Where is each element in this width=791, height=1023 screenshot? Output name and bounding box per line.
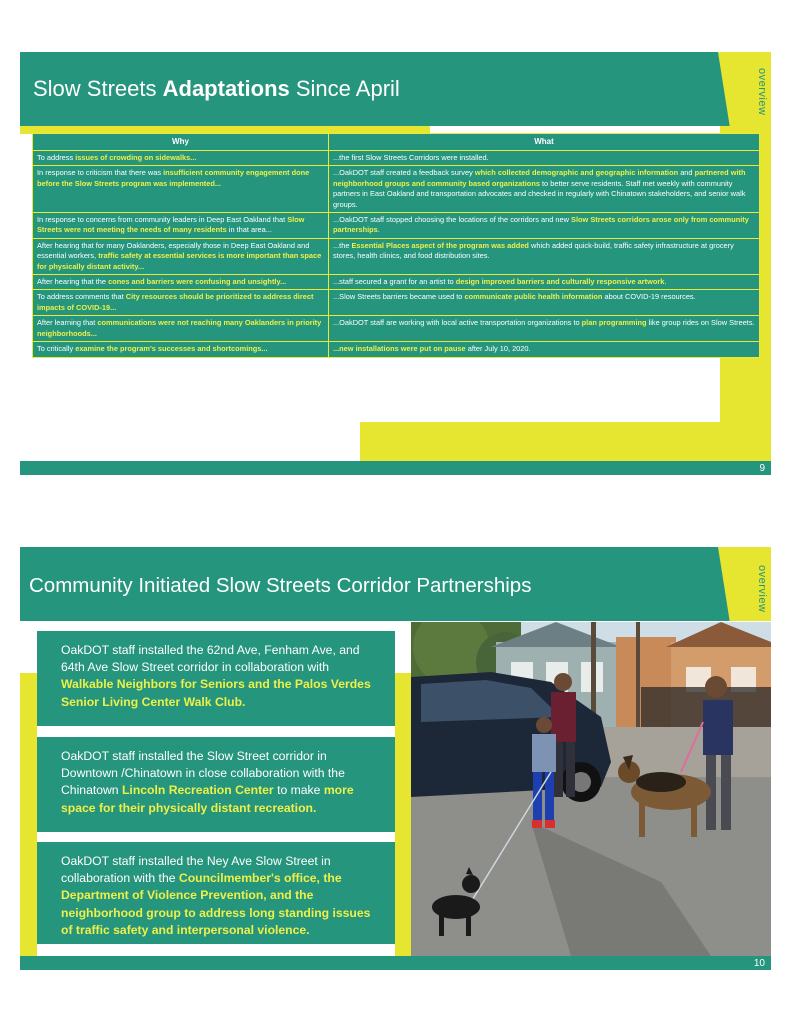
body-text: OakDOT staff installed the Slow Street corridor in Downtown /Chinatown in close collaboration with the Chinatown bbox=[61, 749, 345, 798]
table-cell-what bbox=[329, 166, 760, 213]
why-what-table bbox=[32, 133, 760, 358]
highlighted-text: traffic safety at essential services is more important than space for physically distant activity... bbox=[37, 251, 322, 271]
highlighted-text: Essential Places aspect of the program was added bbox=[351, 240, 529, 250]
highlighted-text: Lincoln Recreation Center bbox=[121, 783, 274, 798]
page-number: 9 bbox=[759, 463, 765, 474]
table-cell-what bbox=[329, 213, 760, 239]
table-cell-what bbox=[329, 316, 760, 342]
body-text: ...the first Slow Streets Corridors were installed. bbox=[333, 153, 489, 162]
highlighted-text: partnered with neighborhood groups and community based organizations bbox=[333, 168, 746, 188]
body-text: in that area... bbox=[226, 225, 272, 235]
slide-title bbox=[33, 76, 400, 102]
body-text: To critically bbox=[37, 344, 76, 354]
highlighted-text: Slow Streets were not meeting the needs of many residents bbox=[37, 215, 305, 235]
body-text: To address bbox=[37, 153, 76, 162]
body-text: after July 10, 2020. bbox=[465, 344, 531, 354]
table-cell-what bbox=[329, 290, 760, 316]
table-row bbox=[33, 275, 760, 290]
accent-band bbox=[395, 673, 411, 956]
highlighted-text: insufficient community engagement done before the Slow Streets program was implemented... bbox=[37, 168, 310, 188]
highlighted-text: plan programming bbox=[581, 318, 647, 328]
footer-strip bbox=[20, 461, 771, 475]
table-cell-what bbox=[329, 275, 760, 290]
body-text: OakDOT staff installed the 62nd Ave, Fenham Ave, and 64th Ave Slow Street corridor in collaboration with bbox=[61, 643, 360, 675]
body-text: and bbox=[678, 168, 695, 178]
table-cell-why bbox=[33, 290, 329, 316]
table-header: What bbox=[329, 134, 760, 151]
body-text: In response to concerns from community leaders in Deep East Oakland that bbox=[37, 215, 288, 225]
highlighted-text: communications were not reaching many Oaklanders in priority neighborhoods... bbox=[37, 318, 322, 338]
body-text: In response to criticism that there was bbox=[37, 168, 164, 178]
highlighted-text: which collected demographic and geographic information bbox=[474, 168, 679, 178]
body-text: like group rides on Slow Streets. bbox=[646, 318, 755, 328]
highlighted-text: design improved barriers and culturally responsive artwork bbox=[455, 277, 665, 287]
table-cell-why bbox=[33, 166, 329, 213]
body-text: OakDOT staff installed the Ney Ave Slow Street in collaboration with the bbox=[61, 854, 331, 886]
table-row bbox=[33, 213, 760, 239]
body-text: ...Slow Streets barriers became used to bbox=[333, 292, 465, 302]
table-row bbox=[33, 151, 760, 166]
partnership-box-walkable-neighbors bbox=[37, 631, 395, 726]
body-text: about COVID-19 resources. bbox=[602, 292, 696, 302]
accent-band bbox=[20, 673, 37, 969]
highlighted-text: Councilmember's office, the Department of Violence Prevention, and the neighborhood group to address long standing issues of traffic safety and interpersonal violence. bbox=[61, 871, 371, 937]
table-cell-what bbox=[329, 151, 760, 166]
body-text: to make bbox=[273, 783, 324, 798]
photo-illustration bbox=[411, 622, 771, 956]
footer-strip bbox=[20, 956, 771, 970]
partnership-box-ney-ave bbox=[37, 842, 395, 944]
table-row bbox=[33, 166, 760, 213]
body-text: After learning that bbox=[37, 318, 98, 328]
body-text: to better serve residents. Staff met weekly with community partners in East Oakland and transportation advocates and checked in regularly with Chinatown stakeholders, and senior walk groups. bbox=[333, 178, 746, 209]
table-cell-why bbox=[33, 342, 329, 357]
table-row bbox=[33, 316, 760, 342]
community-photo bbox=[411, 622, 771, 956]
highlighted-text: communicate public health information bbox=[464, 292, 603, 302]
slide-title: Community Initiated Slow Streets Corridor Partnerships bbox=[29, 574, 532, 597]
highlighted-text: Slow Streets corridors arose only from community partnerships bbox=[333, 215, 749, 235]
highlighted-text: City resources should be prioritized to address direct impacts of COVID-19... bbox=[37, 292, 314, 312]
overview-label: overview bbox=[756, 565, 768, 613]
table-header: Why bbox=[33, 134, 329, 151]
table-row bbox=[33, 342, 760, 357]
overview-label: overview bbox=[756, 68, 768, 116]
highlighted-text: more space for their physically distant recreation. bbox=[61, 783, 354, 815]
title-bold-part: Adaptations bbox=[162, 76, 290, 101]
body-text: ...OakDOT staff stopped choosing the locations of the corridors and new bbox=[333, 215, 572, 225]
slide-10 bbox=[20, 547, 771, 970]
body-text: After hearing that for many Oaklanders, especially those in Deep East Oakland and essential workers, bbox=[37, 240, 310, 261]
table-cell-why bbox=[33, 213, 329, 239]
body-text: . bbox=[377, 225, 380, 235]
accent-band bbox=[360, 422, 771, 461]
table-cell-why bbox=[33, 151, 329, 166]
title-part: Since April bbox=[295, 76, 400, 101]
highlighted-text: Walkable Neighbors for Seniors and the Palos Verdes Senior Living Center Walk Club. bbox=[61, 677, 371, 709]
body-text: . bbox=[664, 277, 667, 287]
body-text: ...the bbox=[333, 240, 352, 250]
body-text: ...OakDOT staff are working with local active transportation organizations to bbox=[333, 318, 582, 328]
body-text: After hearing that the bbox=[37, 277, 109, 287]
table-cell-why bbox=[33, 238, 329, 274]
highlighted-text: issues of crowding on sidewalks... bbox=[75, 153, 197, 162]
body-text: To address comments that bbox=[37, 292, 126, 302]
table-cell-why bbox=[33, 275, 329, 290]
table-cell-what bbox=[329, 238, 760, 274]
page-number: 10 bbox=[753, 958, 765, 969]
table-cell-what bbox=[329, 342, 760, 357]
table-row bbox=[33, 238, 760, 274]
body-text: which added quick-build, traffic safety infrastructure at grocery stores, health clinics, and food distribution sites. bbox=[333, 240, 734, 261]
body-text: ...OakDOT staff created a feedback survey bbox=[333, 168, 475, 178]
table-row bbox=[33, 290, 760, 316]
highlighted-text: examine the program's successes and shortcomings... bbox=[75, 344, 268, 354]
body-text: ...staff secured a grant for an artist to bbox=[333, 277, 456, 287]
title-part: Slow Streets bbox=[33, 76, 157, 101]
slide-9 bbox=[20, 52, 771, 475]
partnership-box-lincoln-recreation bbox=[37, 737, 395, 832]
highlighted-text: cones and barriers were confusing and unsightly... bbox=[108, 277, 287, 287]
highlighted-text: ...new installations were put on pause bbox=[333, 344, 466, 354]
table-cell-why bbox=[33, 316, 329, 342]
